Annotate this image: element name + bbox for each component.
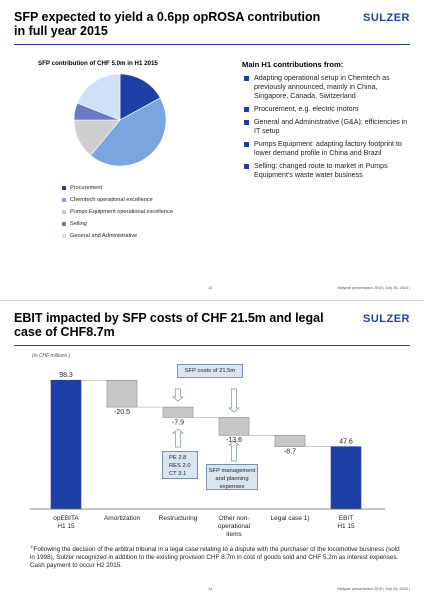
waterfall-bar — [51, 380, 81, 509]
page-number: 13 — [208, 286, 213, 290]
waterfall-bar — [331, 447, 361, 509]
footnote-text: Following the decision of the arbitral tribunal in a legal case relating to a dispute with the purchaser of the locomotive business (sold in 1998), Sulzer recognized in addition to the existing provision CHF 8.7m in cost of goods sold and CHF 5.2m as interest expenses. Cash payment to occur H2 2015. — [30, 546, 400, 570]
category-label: opEBITA — [53, 515, 79, 522]
footer-text: Midyear presentation 2015 | July 28, 2015 | — [337, 587, 410, 591]
legend-item — [62, 230, 173, 242]
data-label: 98.3 — [59, 372, 73, 380]
page-number: 14 — [208, 587, 213, 591]
bullet-square-icon — [244, 76, 249, 81]
waterfall-bar — [219, 417, 249, 435]
restructuring-breakdown-callout — [162, 451, 198, 479]
legend-label: Procurement — [70, 185, 103, 191]
slide-title: SFP expected to yield a 0.6pp opROSA contribution in full year 2015 — [14, 10, 321, 38]
bullet-square-icon — [244, 142, 249, 147]
category-label: Other non- — [218, 515, 250, 522]
footnote — [30, 543, 406, 570]
sfp-costs-callout: SFP costs of 21.5m — [177, 364, 243, 378]
bullet-square-icon — [244, 120, 249, 125]
legend-label: Pumps Equipment operational excellence — [70, 209, 173, 215]
slide-ebit-bridge — [0, 300, 424, 601]
sulzer-logo: SULZER — [363, 313, 410, 325]
bullet-square-icon — [244, 164, 249, 169]
legend-label: Chemtech operational excellence — [70, 197, 153, 203]
list-item: General and Administrative (G&A): efficiencies in IT setup — [244, 118, 412, 136]
pie-legend — [62, 182, 173, 242]
data-label: -8.7 — [283, 448, 297, 456]
data-label: -20.5 — [114, 409, 130, 417]
category-label: H1 15 — [337, 523, 355, 530]
contributions-heading: Main H1 contributions from: — [242, 60, 344, 69]
waterfall-bar — [275, 435, 305, 446]
legend-swatch — [62, 222, 66, 226]
legend-item — [62, 194, 173, 206]
slide-title: EBIT impacted by SFP costs of CHF 21.5m and legal case of CHF8.7m — [14, 311, 324, 339]
data-label: -13.6 — [226, 437, 242, 445]
category-label: Restructuring — [158, 515, 198, 522]
legend-swatch — [62, 186, 66, 190]
bullet-square-icon — [244, 107, 249, 112]
legend-label: General and Administrative — [70, 233, 138, 239]
legend-swatch — [62, 210, 66, 214]
list-item: Selling: changed route to market in Pumps Equipment’s waste water business — [244, 162, 412, 180]
data-label: 47.6 — [339, 438, 353, 446]
legend-label: Selling — [70, 221, 87, 227]
contributions-list — [244, 74, 412, 184]
legend-swatch — [62, 234, 66, 238]
callout-line: and planning — [215, 476, 249, 482]
pie-chart-title: SFP contribution of CHF 5.0m in H1 2015 — [38, 60, 158, 67]
category-label: Amortization — [103, 515, 141, 522]
footer-text: Midyear presentation 2015 | July 28, 2015 | — [337, 286, 410, 290]
legend-swatch — [62, 198, 66, 202]
legend-item — [62, 218, 173, 230]
category-label: EBIT — [338, 515, 354, 522]
footnote-mark: 1) — [30, 544, 34, 549]
callout-line: expenses — [219, 484, 245, 490]
waterfall-bar — [163, 407, 193, 417]
arrow-up-icon — [173, 429, 183, 447]
sulzer-logo: SULZER — [363, 12, 410, 24]
arrow-down-icon — [229, 389, 239, 412]
slide-sfp-contribution — [0, 0, 424, 300]
callout-line: CT 3.1 — [169, 471, 187, 477]
arrow-down-icon — [173, 389, 183, 401]
legend-item — [62, 182, 173, 194]
waterfall-chart — [0, 301, 424, 541]
pie-chart — [70, 70, 170, 170]
waterfall-bar — [107, 380, 137, 407]
category-label: Legal case 1) — [270, 515, 310, 522]
category-label: items — [226, 531, 242, 538]
list-item: Procurement, e.g. electric motors — [244, 105, 412, 114]
callout-line: RES 2.0 — [169, 463, 191, 469]
callout-line: SFP management — [208, 468, 256, 474]
sfp-management-callout — [206, 464, 258, 490]
legend-item — [62, 206, 173, 218]
list-item: Pumps Equipment: adapting factory footprint to lower demand profile in China and Brazil — [244, 140, 412, 158]
title-divider — [14, 44, 410, 45]
category-label: H1 15 — [57, 523, 75, 530]
unit-note: (in CHF millions ) — [32, 353, 71, 359]
data-label: -7.9 — [171, 419, 185, 427]
list-item: Adapting operational setup in Chemtech as previously announced, mainly in China, Singapore, Canada, Switzerland — [244, 74, 412, 101]
category-label: operational — [217, 523, 251, 530]
callout-line: PE 2.8 — [169, 455, 187, 461]
